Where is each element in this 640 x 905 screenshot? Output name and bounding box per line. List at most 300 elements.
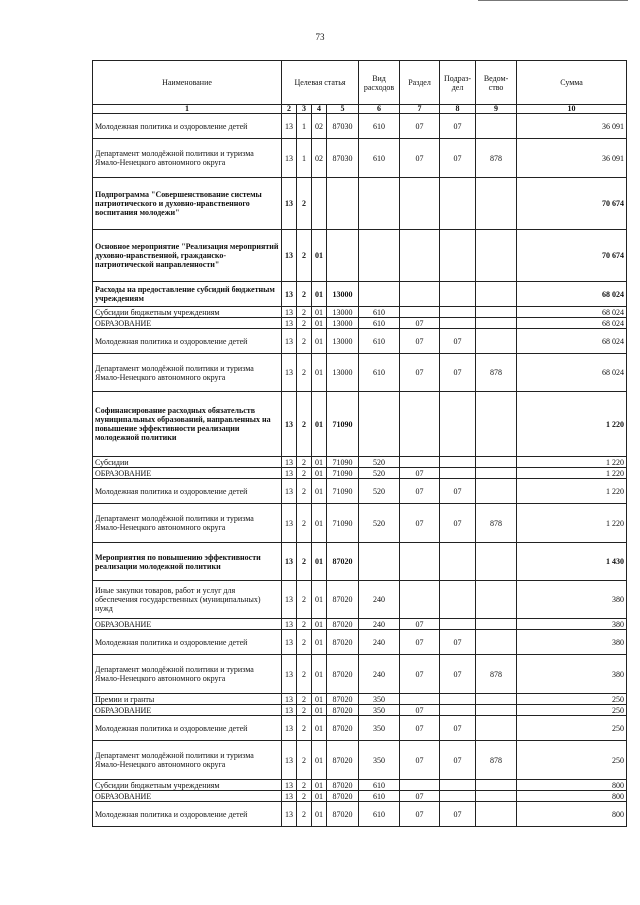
- amount-value: 250: [517, 694, 627, 705]
- expense-type: 520: [359, 504, 400, 543]
- target-code-5: 13000: [327, 282, 359, 307]
- target-code-2: 13: [282, 630, 297, 655]
- target-code-5: 87020: [327, 619, 359, 630]
- ministry-code: 878: [476, 504, 517, 543]
- row-name: Субсидии бюджетным учреждениям: [93, 307, 282, 318]
- target-code-2: 13: [282, 457, 297, 468]
- table-row: [93, 457, 627, 468]
- target-code-3: 2: [297, 329, 312, 354]
- header-target: Целевая статья: [282, 61, 359, 105]
- target-code-4: 01: [312, 802, 327, 827]
- target-code-2: 13: [282, 178, 297, 230]
- section-code: 07: [400, 741, 440, 780]
- subsection-code: 07: [440, 504, 476, 543]
- subsection-code: 07: [440, 716, 476, 741]
- target-code-4: 01: [312, 619, 327, 630]
- target-code-3: 2: [297, 741, 312, 780]
- expense-type: 240: [359, 619, 400, 630]
- header-amount: Сумма: [517, 61, 627, 105]
- table-row: [93, 581, 627, 619]
- expense-type: 610: [359, 307, 400, 318]
- amount-value: 1 220: [517, 457, 627, 468]
- target-code-5: 87020: [327, 705, 359, 716]
- subsection-code: [440, 791, 476, 802]
- subsection-code: [440, 581, 476, 619]
- row-name: Софинансирование расходных обязательств муниципальных образований, направленных на повышение эффективности реализации молодежной политики: [93, 392, 282, 457]
- target-code-2: 13: [282, 655, 297, 694]
- target-code-3: 2: [297, 619, 312, 630]
- subsection-code: 07: [440, 802, 476, 827]
- table-row: [93, 479, 627, 504]
- header-name: Наименование: [93, 61, 282, 105]
- row-name: Молодежная политика и оздоровление детей: [93, 479, 282, 504]
- subsection-code: [440, 543, 476, 581]
- target-code-5: 71090: [327, 392, 359, 457]
- table-row: [93, 354, 627, 392]
- target-code-5: 87030: [327, 114, 359, 139]
- expense-type: [359, 282, 400, 307]
- target-code-4: 02: [312, 139, 327, 178]
- target-code-2: 13: [282, 354, 297, 392]
- target-code-3: 2: [297, 630, 312, 655]
- target-code-3: 2: [297, 230, 312, 282]
- target-code-2: 13: [282, 581, 297, 619]
- subsection-code: 07: [440, 114, 476, 139]
- colnum: 3: [297, 105, 312, 114]
- table-row: [93, 802, 627, 827]
- subsection-code: [440, 468, 476, 479]
- amount-value: 380: [517, 655, 627, 694]
- row-name: Департамент молодёжной политики и туризма Ямало-Ненецкого автономного округа: [93, 655, 282, 694]
- expense-type: 350: [359, 705, 400, 716]
- colnum: 9: [476, 105, 517, 114]
- subsection-code: 07: [440, 741, 476, 780]
- header-row: [93, 61, 627, 105]
- amount-value: 380: [517, 581, 627, 619]
- expense-type: 350: [359, 694, 400, 705]
- target-code-3: 2: [297, 354, 312, 392]
- table-row: [93, 630, 627, 655]
- target-code-5: 13000: [327, 307, 359, 318]
- table-row: [93, 694, 627, 705]
- section-code: 07: [400, 655, 440, 694]
- row-name: Молодежная политика и оздоровление детей: [93, 114, 282, 139]
- ministry-code: 878: [476, 655, 517, 694]
- row-name: Подпрограмма "Совершенствование системы патриотического и духовно-нравственного воспитания молодежи": [93, 178, 282, 230]
- target-code-2: 13: [282, 694, 297, 705]
- ministry-code: [476, 329, 517, 354]
- ministry-code: [476, 178, 517, 230]
- colnum: 2: [282, 105, 297, 114]
- target-code-4: 01: [312, 468, 327, 479]
- target-code-5: 87020: [327, 802, 359, 827]
- section-code: 07: [400, 630, 440, 655]
- row-name: Молодежная политика и оздоровление детей: [93, 329, 282, 354]
- section-code: [400, 457, 440, 468]
- amount-value: 250: [517, 716, 627, 741]
- target-code-5: 13000: [327, 329, 359, 354]
- colnum: 5: [327, 105, 359, 114]
- table-row: [93, 139, 627, 178]
- subsection-code: 07: [440, 655, 476, 694]
- target-code-3: 2: [297, 479, 312, 504]
- colnum: 7: [400, 105, 440, 114]
- amount-value: 380: [517, 630, 627, 655]
- row-name: Субсидии: [93, 457, 282, 468]
- ministry-code: [476, 543, 517, 581]
- amount-value: 68 024: [517, 318, 627, 329]
- target-code-5: 87020: [327, 581, 359, 619]
- target-code-2: 13: [282, 392, 297, 457]
- ministry-code: [476, 318, 517, 329]
- section-code: 07: [400, 114, 440, 139]
- target-code-2: 13: [282, 307, 297, 318]
- target-code-2: 13: [282, 791, 297, 802]
- target-code-3: 2: [297, 543, 312, 581]
- amount-value: 68 024: [517, 282, 627, 307]
- target-code-2: 13: [282, 139, 297, 178]
- expense-type: 610: [359, 318, 400, 329]
- row-name: Расходы на предоставление субсидий бюджетным учреждениям: [93, 282, 282, 307]
- expense-type: 610: [359, 791, 400, 802]
- expense-type: [359, 392, 400, 457]
- section-code: 07: [400, 791, 440, 802]
- section-code: 07: [400, 354, 440, 392]
- expense-type: 350: [359, 741, 400, 780]
- target-code-3: 2: [297, 318, 312, 329]
- ministry-code: [476, 705, 517, 716]
- target-code-5: 87020: [327, 791, 359, 802]
- subsection-code: 07: [440, 479, 476, 504]
- ministry-code: [476, 392, 517, 457]
- expense-type: 610: [359, 139, 400, 178]
- subsection-code: 07: [440, 139, 476, 178]
- column-number-row: [93, 105, 627, 114]
- target-code-2: 13: [282, 504, 297, 543]
- row-name: Молодежная политика и оздоровление детей: [93, 802, 282, 827]
- target-code-3: 2: [297, 655, 312, 694]
- colnum: 8: [440, 105, 476, 114]
- expense-type: 610: [359, 354, 400, 392]
- table-row: [93, 329, 627, 354]
- row-name: Департамент молодёжной политики и туризма Ямало-Ненецкого автономного округа: [93, 504, 282, 543]
- target-code-4: 01: [312, 716, 327, 741]
- section-code: 07: [400, 705, 440, 716]
- ministry-code: 878: [476, 354, 517, 392]
- section-code: 07: [400, 479, 440, 504]
- target-code-3: 1: [297, 139, 312, 178]
- row-name: Субсидии бюджетным учреждениям: [93, 780, 282, 791]
- target-code-4: 01: [312, 705, 327, 716]
- target-code-4: 01: [312, 655, 327, 694]
- section-code: 07: [400, 619, 440, 630]
- target-code-5: 87020: [327, 630, 359, 655]
- amount-value: 36 091: [517, 139, 627, 178]
- subsection-code: 07: [440, 329, 476, 354]
- row-name: Основное мероприятие "Реализация мероприятий духовно-нравственной, гражданско-патриотической направленности": [93, 230, 282, 282]
- target-code-5: 71090: [327, 504, 359, 543]
- ministry-code: [476, 114, 517, 139]
- amount-value: 68 024: [517, 307, 627, 318]
- page-number: 73: [315, 32, 325, 42]
- amount-value: 250: [517, 705, 627, 716]
- table-row: [93, 282, 627, 307]
- table-row: [93, 504, 627, 543]
- table-row: [93, 705, 627, 716]
- amount-value: 250: [517, 741, 627, 780]
- expense-type: [359, 178, 400, 230]
- section-code: [400, 392, 440, 457]
- target-code-2: 13: [282, 741, 297, 780]
- section-code: 07: [400, 504, 440, 543]
- target-code-4: 01: [312, 282, 327, 307]
- row-name: Иные закупки товаров, работ и услуг для обеспечения государственных (муниципальных) нужд: [93, 581, 282, 619]
- target-code-5: 87020: [327, 716, 359, 741]
- target-code-5: 87020: [327, 543, 359, 581]
- section-code: [400, 230, 440, 282]
- target-code-5: 87020: [327, 655, 359, 694]
- target-code-3: 2: [297, 802, 312, 827]
- section-code: [400, 307, 440, 318]
- section-code: 07: [400, 716, 440, 741]
- ministry-code: [476, 630, 517, 655]
- target-code-5: 87020: [327, 694, 359, 705]
- ministry-code: [476, 282, 517, 307]
- section-code: 07: [400, 318, 440, 329]
- expense-type: 240: [359, 630, 400, 655]
- amount-value: 70 674: [517, 230, 627, 282]
- amount-value: 800: [517, 791, 627, 802]
- ministry-code: [476, 780, 517, 791]
- expense-type: 240: [359, 581, 400, 619]
- target-code-2: 13: [282, 716, 297, 741]
- target-code-4: 01: [312, 354, 327, 392]
- section-code: [400, 178, 440, 230]
- target-code-2: 13: [282, 619, 297, 630]
- ministry-code: [476, 479, 517, 504]
- target-code-2: 13: [282, 282, 297, 307]
- amount-value: 1 220: [517, 504, 627, 543]
- target-code-2: 13: [282, 318, 297, 329]
- row-name: ОБРАЗОВАНИЕ: [93, 318, 282, 329]
- target-code-5: 87020: [327, 741, 359, 780]
- target-code-4: 01: [312, 694, 327, 705]
- target-code-5: 13000: [327, 354, 359, 392]
- target-code-4: 01: [312, 741, 327, 780]
- header-section: Раздел: [400, 61, 440, 105]
- target-code-4: 01: [312, 307, 327, 318]
- ministry-code: [476, 230, 517, 282]
- target-code-3: 1: [297, 114, 312, 139]
- target-code-3: 2: [297, 705, 312, 716]
- target-code-4: 01: [312, 581, 327, 619]
- header-exptype: Вид расходов: [359, 61, 400, 105]
- target-code-3: 2: [297, 694, 312, 705]
- ministry-code: [476, 694, 517, 705]
- expense-type: 610: [359, 780, 400, 791]
- expense-type: 240: [359, 655, 400, 694]
- subsection-code: [440, 694, 476, 705]
- target-code-5: 71090: [327, 457, 359, 468]
- target-code-3: 2: [297, 307, 312, 318]
- target-code-2: 13: [282, 780, 297, 791]
- ministry-code: [476, 581, 517, 619]
- subsection-code: [440, 780, 476, 791]
- section-code: [400, 581, 440, 619]
- subsection-code: [440, 282, 476, 307]
- target-code-4: 01: [312, 504, 327, 543]
- row-name: Молодежная политика и оздоровление детей: [93, 630, 282, 655]
- row-name: Департамент молодёжной политики и туризма Ямало-Ненецкого автономного округа: [93, 354, 282, 392]
- table-row: [93, 178, 627, 230]
- table-row: [93, 780, 627, 791]
- section-code: [400, 780, 440, 791]
- amount-value: 68 024: [517, 329, 627, 354]
- target-code-3: 2: [297, 282, 312, 307]
- table-row: [93, 791, 627, 802]
- target-code-4: 01: [312, 318, 327, 329]
- subsection-code: [440, 230, 476, 282]
- amount-value: 1 220: [517, 479, 627, 504]
- ministry-code: [476, 791, 517, 802]
- table-row: [93, 655, 627, 694]
- target-code-2: 13: [282, 705, 297, 716]
- target-code-2: 13: [282, 329, 297, 354]
- section-code: 07: [400, 329, 440, 354]
- target-code-2: 13: [282, 802, 297, 827]
- expense-type: 610: [359, 802, 400, 827]
- subsection-code: [440, 178, 476, 230]
- target-code-2: 13: [282, 479, 297, 504]
- target-code-3: 2: [297, 457, 312, 468]
- target-code-3: 2: [297, 468, 312, 479]
- section-code: 07: [400, 468, 440, 479]
- table-row: [93, 318, 627, 329]
- target-code-4: [312, 178, 327, 230]
- section-code: 07: [400, 139, 440, 178]
- table-row: [93, 716, 627, 741]
- amount-value: 800: [517, 780, 627, 791]
- table-row: [93, 307, 627, 318]
- table-row: [93, 741, 627, 780]
- header-ministry: Ведом-ство: [476, 61, 517, 105]
- expense-type: [359, 543, 400, 581]
- target-code-4: 02: [312, 114, 327, 139]
- expense-type: 520: [359, 468, 400, 479]
- table-row: [93, 468, 627, 479]
- target-code-5: 71090: [327, 468, 359, 479]
- ministry-code: [476, 716, 517, 741]
- target-code-4: 01: [312, 457, 327, 468]
- header-subsection: Подраз-дел: [440, 61, 476, 105]
- ministry-code: [476, 468, 517, 479]
- row-name: ОБРАЗОВАНИЕ: [93, 705, 282, 716]
- target-code-3: 2: [297, 791, 312, 802]
- expense-type: 520: [359, 457, 400, 468]
- target-code-4: 01: [312, 791, 327, 802]
- target-code-3: 2: [297, 178, 312, 230]
- colnum: 1: [93, 105, 282, 114]
- amount-value: 70 674: [517, 178, 627, 230]
- expense-type: 610: [359, 114, 400, 139]
- table-row: [93, 230, 627, 282]
- row-name: Мероприятия по повышению эффективности реализации молодежной политики: [93, 543, 282, 581]
- target-code-4: 01: [312, 479, 327, 504]
- section-code: 07: [400, 802, 440, 827]
- ministry-code: [476, 619, 517, 630]
- amount-value: 1 430: [517, 543, 627, 581]
- target-code-4: 01: [312, 329, 327, 354]
- target-code-5: 87020: [327, 780, 359, 791]
- row-name: ОБРАЗОВАНИЕ: [93, 619, 282, 630]
- section-code: [400, 543, 440, 581]
- ministry-code: 878: [476, 741, 517, 780]
- subsection-code: [440, 392, 476, 457]
- expense-type: [359, 230, 400, 282]
- table-row: [93, 619, 627, 630]
- amount-value: 36 091: [517, 114, 627, 139]
- row-name: Молодежная политика и оздоровление детей: [93, 716, 282, 741]
- budget-table: [92, 60, 627, 827]
- row-name: Премии и гранты: [93, 694, 282, 705]
- target-code-2: 13: [282, 230, 297, 282]
- amount-value: 1 220: [517, 392, 627, 457]
- target-code-5: [327, 178, 359, 230]
- table-row: [93, 114, 627, 139]
- subsection-code: 07: [440, 630, 476, 655]
- table-row: [93, 392, 627, 457]
- subsection-code: [440, 307, 476, 318]
- target-code-3: 2: [297, 716, 312, 741]
- target-code-2: 13: [282, 114, 297, 139]
- section-code: [400, 282, 440, 307]
- target-code-3: 2: [297, 780, 312, 791]
- target-code-5: 87030: [327, 139, 359, 178]
- section-code: [400, 694, 440, 705]
- target-code-5: 13000: [327, 318, 359, 329]
- row-name: Департамент молодёжной политики и туризма Ямало-Ненецкого автономного округа: [93, 139, 282, 178]
- table-body: [93, 114, 627, 827]
- table-row: [93, 543, 627, 581]
- row-name: Департамент молодёжной политики и туризма Ямало-Ненецкого автономного округа: [93, 741, 282, 780]
- subsection-code: [440, 619, 476, 630]
- amount-value: 68 024: [517, 354, 627, 392]
- amount-value: 1 220: [517, 468, 627, 479]
- ministry-code: [476, 307, 517, 318]
- target-code-4: 01: [312, 780, 327, 791]
- colnum: 6: [359, 105, 400, 114]
- target-code-2: 13: [282, 543, 297, 581]
- colnum: 4: [312, 105, 327, 114]
- target-code-4: 01: [312, 230, 327, 282]
- target-code-5: [327, 230, 359, 282]
- subsection-code: [440, 705, 476, 716]
- amount-value: 380: [517, 619, 627, 630]
- subsection-code: 07: [440, 354, 476, 392]
- ministry-code: [476, 802, 517, 827]
- top-rule: [478, 0, 628, 1]
- row-name: ОБРАЗОВАНИЕ: [93, 791, 282, 802]
- target-code-4: 01: [312, 543, 327, 581]
- target-code-2: 13: [282, 468, 297, 479]
- target-code-4: 01: [312, 630, 327, 655]
- expense-type: 350: [359, 716, 400, 741]
- target-code-4: 01: [312, 392, 327, 457]
- row-name: ОБРАЗОВАНИЕ: [93, 468, 282, 479]
- expense-type: 610: [359, 329, 400, 354]
- subsection-code: [440, 457, 476, 468]
- target-code-3: 2: [297, 504, 312, 543]
